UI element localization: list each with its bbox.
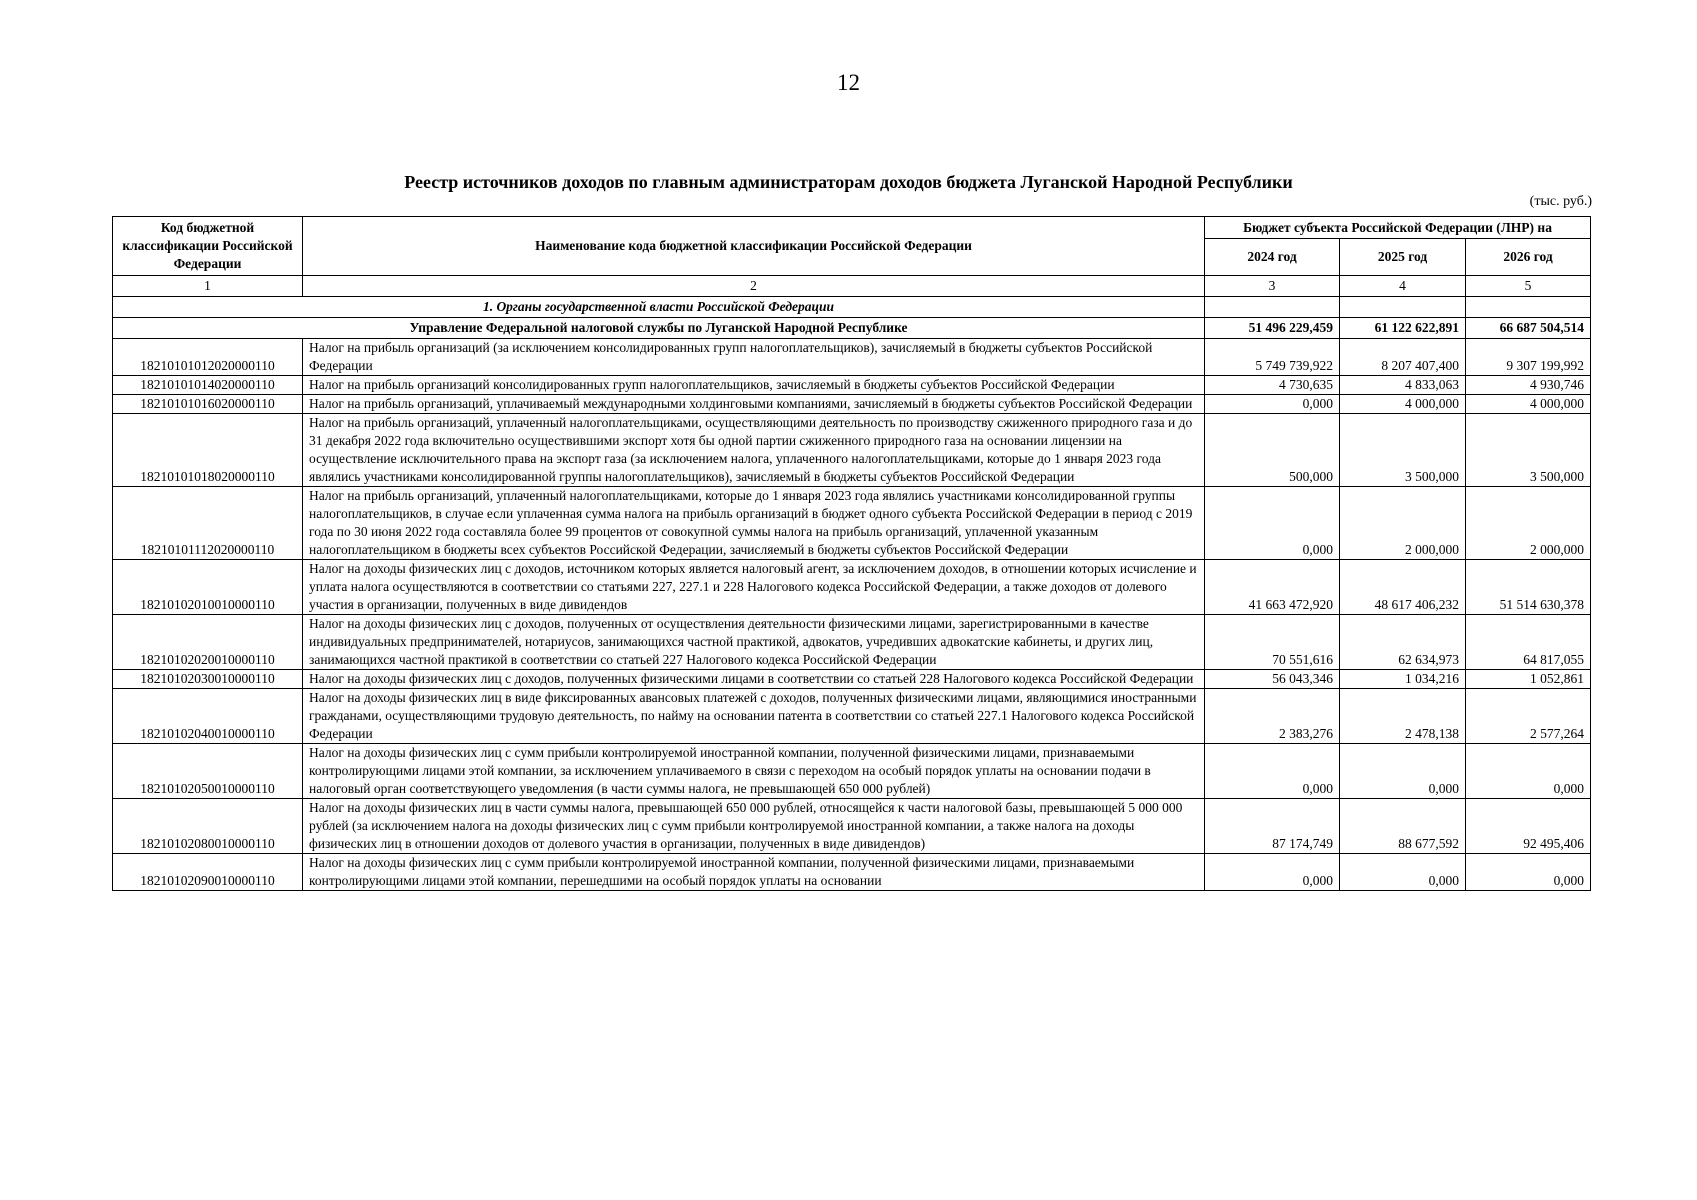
table-row — [113, 854, 1591, 891]
row-name: Налог на доходы физических лиц с доходов, полученных от осуществления деятельности физическими лицами, зарегистрированными в качестве индивидуальных предпринимателей, нотариусов, занимающихся частной практикой, адвокатов, учредивших адвокатские кабинеты, и других лиц, занимающихся частной практикой в соответствии со статьей 227 Налогового кодекса Российской Федерации — [303, 615, 1205, 670]
row-value-2026: 0,000 — [1466, 744, 1591, 799]
table-row — [113, 670, 1591, 689]
row-value-2024: 5 749 739,922 — [1205, 339, 1340, 376]
row-code: 18210102040010000110 — [113, 689, 303, 744]
row-value-2026: 9 307 199,992 — [1466, 339, 1591, 376]
table-row — [113, 560, 1591, 615]
document-title: Реестр источников доходов по главным администраторам доходов бюджета Луганской Народной Республики — [404, 172, 1293, 192]
col-number: 4 — [1340, 276, 1466, 297]
administrator-row — [113, 318, 1591, 339]
row-name: Налог на прибыль организаций, уплаченный налогоплательщиками, которые до 1 января 2023 года являлись участниками консолидированной группы налогоплательщиков, в случае если уплаченная сумма налога на прибыль организаций в бюджет одного субъекта Российской Федерации в период с 2019 года по 30 июня 2022 года составляла более 99 процентов от совокупной суммы налога на прибыль организаций, уплаченной указанным налогоплательщиком в бюджеты всех субъектов Российской Федерации, зачисляемый в бюджеты субъектов Российской Федерации — [303, 487, 1205, 560]
units-label: (тыс. руб.) — [1529, 194, 1592, 209]
table-row — [113, 376, 1591, 395]
row-value-2025: 8 207 407,400 — [1340, 339, 1466, 376]
row-value-2025: 3 500,000 — [1340, 414, 1466, 487]
row-value-2025: 0,000 — [1340, 854, 1466, 891]
col-number: 1 — [113, 276, 303, 297]
row-value-2026: 0,000 — [1466, 854, 1591, 891]
row-name: Налог на прибыль организаций (за исключением консолидированных групп налогоплательщиков), зачисляемый в бюджеты субъектов Российской Федерации — [303, 339, 1205, 376]
row-value-2025: 2 478,138 — [1340, 689, 1466, 744]
row-value-2025: 88 677,592 — [1340, 799, 1466, 854]
row-code: 18210101112020000110 — [113, 487, 303, 560]
col-number: 2 — [303, 276, 1205, 297]
row-value-2026: 4 000,000 — [1466, 395, 1591, 414]
row-code: 18210102090010000110 — [113, 854, 303, 891]
row-value-2026: 92 495,406 — [1466, 799, 1591, 854]
row-value-2024: 2 383,276 — [1205, 689, 1340, 744]
table-row — [113, 744, 1591, 799]
row-code: 18210101016020000110 — [113, 395, 303, 414]
col-number: 3 — [1205, 276, 1340, 297]
row-code: 18210101014020000110 — [113, 376, 303, 395]
header-code: Код бюджетной классификации Российской Федерации — [113, 217, 303, 276]
row-value-2024: 41 663 472,920 — [1205, 560, 1340, 615]
row-name: Налог на доходы физических лиц в виде фиксированных авансовых платежей с доходов, полученных физическими лицами, являющимися иностранными гражданами, осуществляющими трудовую деятельность, по найму на основании патента в соответствии со статьей 227.1 Налогового кодекса Российской Федерации — [303, 689, 1205, 744]
header-year-2025: 2025 год — [1340, 239, 1466, 276]
administrator-value-2024: 51 496 229,459 — [1205, 318, 1340, 339]
row-value-2024: 70 551,616 — [1205, 615, 1340, 670]
row-value-2024: 87 174,749 — [1205, 799, 1340, 854]
row-code: 18210102020010000110 — [113, 615, 303, 670]
row-value-2024: 4 730,635 — [1205, 376, 1340, 395]
row-code: 18210101012020000110 — [113, 339, 303, 376]
table-row — [113, 615, 1591, 670]
row-value-2025: 1 034,216 — [1340, 670, 1466, 689]
page-number: 12 — [837, 70, 860, 95]
row-code: 18210102010010000110 — [113, 560, 303, 615]
row-code: 18210102080010000110 — [113, 799, 303, 854]
row-value-2026: 2 000,000 — [1466, 487, 1591, 560]
row-name: Налог на доходы физических лиц с сумм прибыли контролируемой иностранной компании, полученной физическими лицами, признаваемыми контролирующими лицами этой компании, за исключением уплачиваемого в связи с переходом на особый порядок уплаты на основании подачи в налоговый орган соответствующего уведомления (в части суммы налога, не превышающей 650 000 рублей) — [303, 744, 1205, 799]
header-name: Наименование кода бюджетной классификации Российской Федерации — [303, 217, 1205, 276]
row-value-2025: 0,000 — [1340, 744, 1466, 799]
section-title: 1. Органы государственной власти Российской Федерации — [113, 297, 1205, 318]
row-code: 18210102030010000110 — [113, 670, 303, 689]
row-name: Налог на прибыль организаций консолидированных групп налогоплательщиков, зачисляемый в бюджеты субъектов Российской Федерации — [303, 376, 1205, 395]
row-value-2025: 48 617 406,232 — [1340, 560, 1466, 615]
table-row — [113, 395, 1591, 414]
revenue-registry-table — [112, 216, 1591, 891]
header-budget: Бюджет субъекта Российской Федерации (ЛНР) на — [1205, 217, 1591, 239]
row-name: Налог на доходы физических лиц в части суммы налога, превышающей 650 000 рублей, относящейся к части налоговой базы, превышающей 5 000 000 рублей (за исключением налога на доходы физических лиц с сумм прибыли контролируемой иностранной компании, а также налога на доходы физических лиц в отношении доходов от долевого участия в организации, полученных в виде дивидендов) — [303, 799, 1205, 854]
row-name: Налог на доходы физических лиц с сумм прибыли контролируемой иностранной компании, полученной физическими лицами, признаваемыми контролирующими лицами этой компании, перешедшими на особый порядок уплаты на основании — [303, 854, 1205, 891]
row-value-2024: 0,000 — [1205, 395, 1340, 414]
row-value-2025: 4 833,063 — [1340, 376, 1466, 395]
row-value-2024: 500,000 — [1205, 414, 1340, 487]
header-year-2026: 2026 год — [1466, 239, 1591, 276]
row-value-2026: 3 500,000 — [1466, 414, 1591, 487]
row-code: 18210102050010000110 — [113, 744, 303, 799]
row-value-2026: 1 052,861 — [1466, 670, 1591, 689]
table-row — [113, 689, 1591, 744]
row-code: 18210101018020000110 — [113, 414, 303, 487]
row-value-2025: 4 000,000 — [1340, 395, 1466, 414]
row-value-2026: 4 930,746 — [1466, 376, 1591, 395]
row-value-2024: 0,000 — [1205, 487, 1340, 560]
row-name: Налог на прибыль организаций, уплачиваемый международными холдинговыми компаниями, зачисляемый в бюджеты субъектов Российской Федерации — [303, 395, 1205, 414]
table-row — [113, 414, 1591, 487]
row-name: Налог на доходы физических лиц с доходов, полученных физическими лицами в соответствии со статьей 228 Налогового кодекса Российской Федерации — [303, 670, 1205, 689]
row-value-2025: 2 000,000 — [1340, 487, 1466, 560]
row-value-2024: 0,000 — [1205, 854, 1340, 891]
row-value-2025: 62 634,973 — [1340, 615, 1466, 670]
administrator-value-2026: 66 687 504,514 — [1466, 318, 1591, 339]
row-value-2024: 56 043,346 — [1205, 670, 1340, 689]
row-value-2026: 51 514 630,378 — [1466, 560, 1591, 615]
administrator-value-2025: 61 122 622,891 — [1340, 318, 1466, 339]
row-value-2024: 0,000 — [1205, 744, 1340, 799]
section-row — [113, 297, 1591, 318]
table-row — [113, 487, 1591, 560]
table-row — [113, 799, 1591, 854]
row-name: Налог на прибыль организаций, уплаченный налогоплательщиками, осуществляющими деятельность по производству сжиженного природного газа и до 31 декабря 2022 года включительно осуществившими экспорт хотя бы одной партии сжиженного природного газа на основании лицензии на осуществление исключительного права на экспорт газа (за исключением налога, уплаченного налогоплательщиками, которые до 1 января 2023 года являлись участниками консолидированной группы налогоплательщиков), зачисляемый в бюджеты субъектов Российской Федерации — [303, 414, 1205, 487]
col-number: 5 — [1466, 276, 1591, 297]
row-name: Налог на доходы физических лиц с доходов, источником которых является налоговый агент, за исключением доходов, в отношении которых исчисление и уплата налога осуществляются в соответствии со статьями 227, 227.1 и 228 Налогового кодекса Российской Федерации, а также доходов от долевого участия в организации, полученных в виде дивидендов — [303, 560, 1205, 615]
row-value-2026: 2 577,264 — [1466, 689, 1591, 744]
table-row — [113, 339, 1591, 376]
administrator-name: Управление Федеральной налоговой службы по Луганской Народной Республике — [113, 318, 1205, 339]
header-year-2024: 2024 год — [1205, 239, 1340, 276]
row-value-2026: 64 817,055 — [1466, 615, 1591, 670]
